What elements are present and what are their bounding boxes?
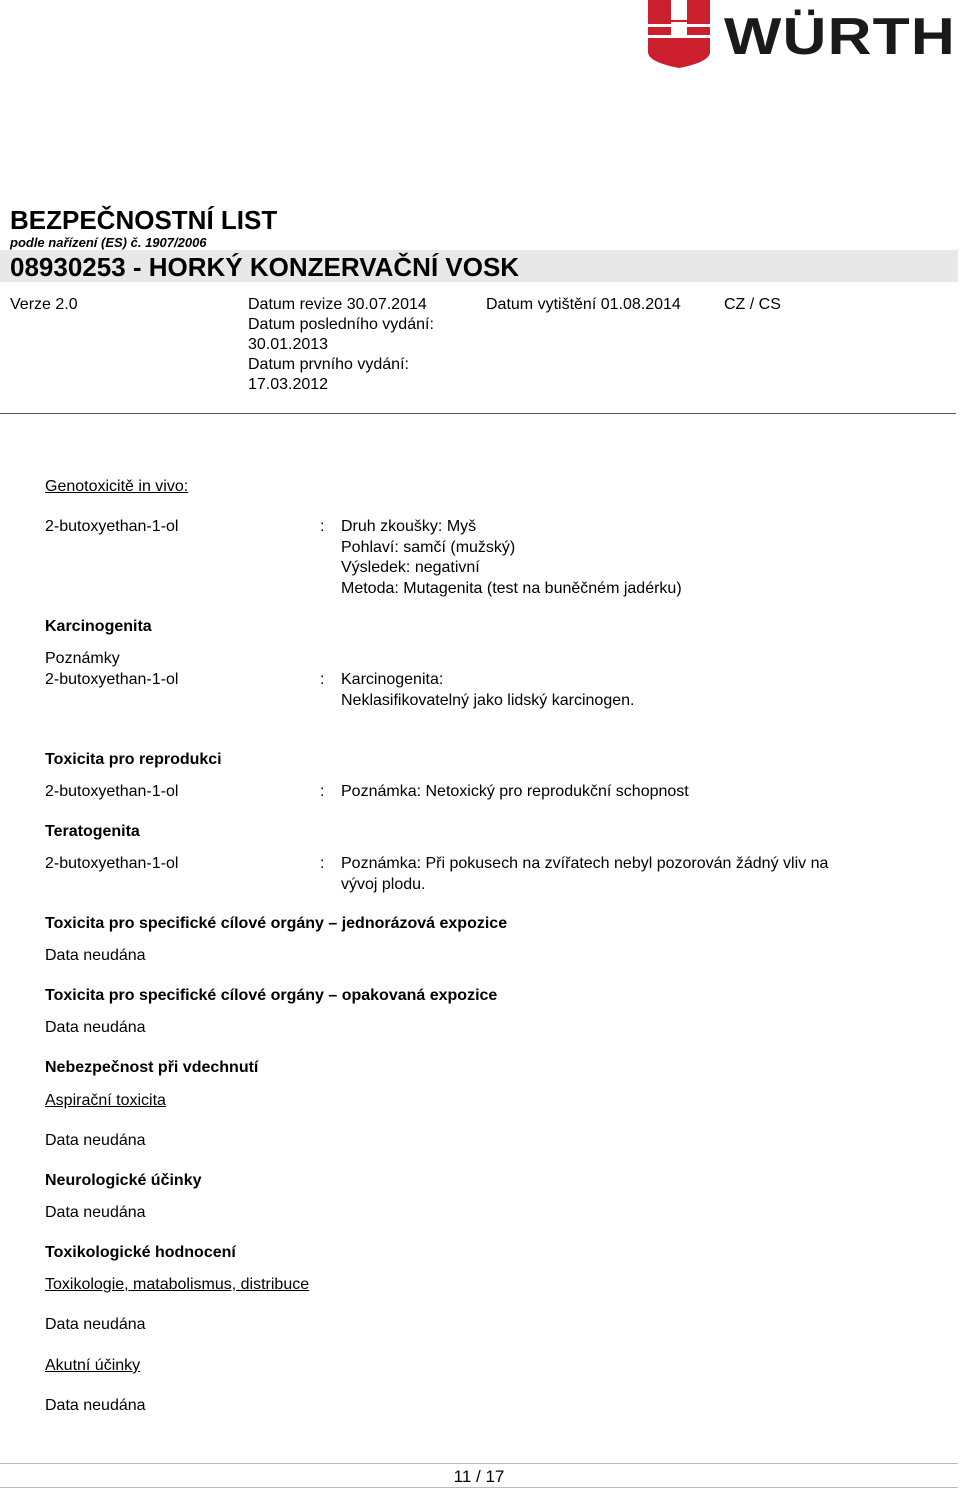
stot-single-heading: Toxicita pro specifické cílové orgány – jednorázová expozice xyxy=(45,915,508,932)
stot-repeat-heading: Toxicita pro specifické cílové orgány – opakovaná expozice xyxy=(45,987,498,1004)
terat-substance: 2-butoxyethan-1-ol xyxy=(45,855,179,872)
carc-line: Neklasifikovatelný jako lidský karcinogen. xyxy=(341,691,635,709)
genotox-substance: 2-butoxyethan-1-ol xyxy=(45,518,179,535)
neuro-value: Data neudána xyxy=(45,1204,146,1221)
terat-line: vývoj plodu. xyxy=(341,875,426,893)
genotox-values xyxy=(341,517,682,599)
repro-substance: 2-butoxyethan-1-ol xyxy=(45,783,179,800)
toxeval-heading: Toxikologické hodnocení xyxy=(45,1244,236,1261)
neuro-heading: Neurologické účinky xyxy=(45,1172,202,1189)
first-issue-label: Datum prvního vydání: xyxy=(248,356,409,373)
shield-icon xyxy=(648,0,710,68)
revision-date: Datum revize 30.07.2014 xyxy=(248,296,427,313)
stot-single-value: Data neudána xyxy=(45,947,146,964)
last-issue-date: 30.01.2013 xyxy=(248,336,329,353)
colon: : xyxy=(320,855,325,872)
regulation-subtitle: podle nařízení (ES) č. 1907/2006 xyxy=(10,235,207,250)
carc-heading: Karcinogenita xyxy=(45,618,152,635)
colon: : xyxy=(320,783,325,800)
method: Metoda: Mutagenita (test na buněčném jadérku) xyxy=(341,579,682,597)
aspiration-heading: Nebezpečnost při vdechnutí xyxy=(45,1059,259,1076)
genotox-heading: Genotoxicitě in vivo: xyxy=(45,478,189,495)
aspiration-subheading: Aspirační toxicita xyxy=(45,1092,166,1109)
toxeval-value: Data neudána xyxy=(45,1316,146,1333)
test-type: Druh zkoušky: Myš xyxy=(341,518,477,535)
toxeval-subheading: Toxikologie, matabolismus, distribuce xyxy=(45,1276,310,1293)
terat-line: Poznámka: Při pokusech na zvířatech nebyl pozorován žádný vliv na xyxy=(341,855,829,872)
last-issue-label: Datum posledního vydání: xyxy=(248,316,434,333)
wurth-logo xyxy=(648,0,960,70)
product-name: 08930253 - HORKÝ KONZERVAČNÍ VOSK xyxy=(10,252,520,282)
acute-value: Data neudána xyxy=(45,1397,146,1414)
page-number: 11 / 17 xyxy=(453,1467,505,1486)
aspiration-value: Data neudána xyxy=(45,1132,146,1149)
footer-divider-bottom xyxy=(0,1487,958,1488)
colon: : xyxy=(320,518,325,535)
sex: Pohlaví: samčí (mužský) xyxy=(341,538,516,556)
result: Výsledek: negativní xyxy=(341,559,480,576)
revision-dates xyxy=(248,295,434,395)
carc-values xyxy=(341,670,634,711)
terat-values xyxy=(341,854,828,895)
carc-substance: 2-butoxyethan-1-ol xyxy=(45,671,179,688)
carc-line: Karcinogenita: xyxy=(341,671,444,688)
language-code: CZ / CS xyxy=(724,296,781,313)
carc-notes-label: Poznámky xyxy=(45,650,120,667)
first-issue-date: 17.03.2012 xyxy=(248,376,329,393)
header-divider xyxy=(0,413,956,414)
version: Verze 2.0 xyxy=(10,296,78,313)
repro-heading: Toxicita pro reprodukci xyxy=(45,751,222,768)
repro-value: Poznámka: Netoxický pro reprodukční schopnost xyxy=(341,783,689,800)
acute-subheading: Akutní účinky xyxy=(45,1357,141,1374)
document-title: BEZPEČNOSTNÍ LIST xyxy=(10,205,278,235)
footer-divider-top xyxy=(0,1463,958,1464)
stot-repeat-value: Data neudána xyxy=(45,1019,146,1036)
print-date: Datum vytištění 01.08.2014 xyxy=(486,296,681,313)
brand-wordmark: WÜRTH xyxy=(724,8,956,66)
colon: : xyxy=(320,671,325,688)
terat-heading: Teratogenita xyxy=(45,823,140,840)
